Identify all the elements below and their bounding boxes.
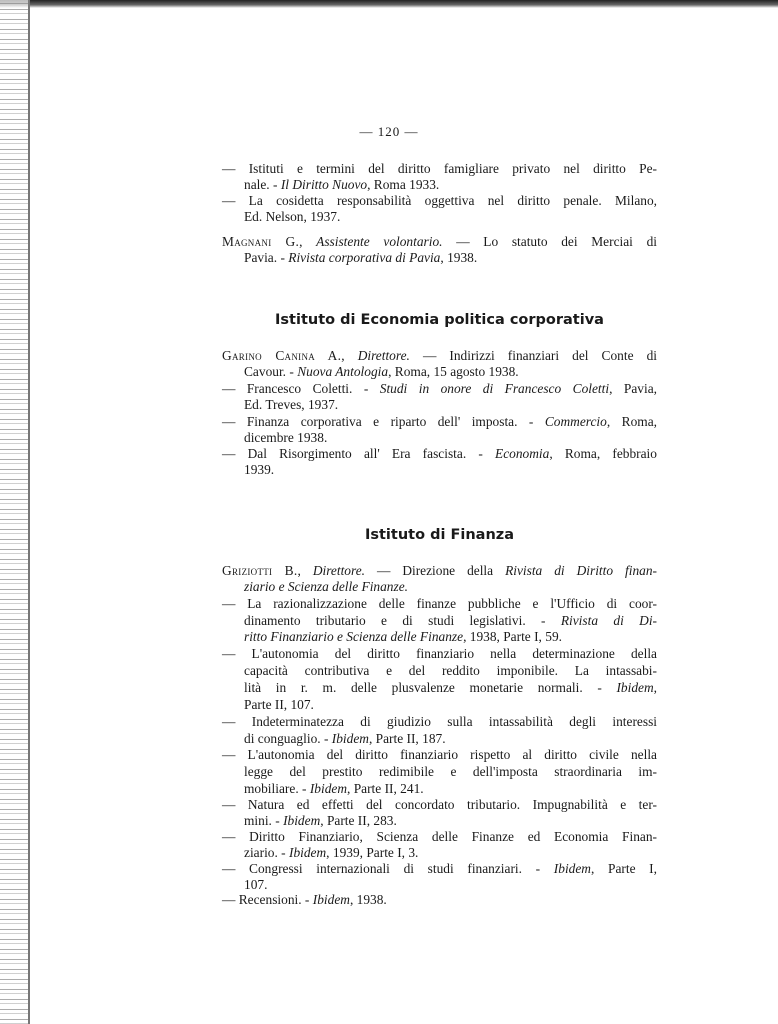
text-line bbox=[244, 629, 657, 645]
text-line bbox=[222, 714, 657, 730]
text-segment: , 1938. bbox=[349, 892, 387, 907]
italic-text: Ibidem bbox=[312, 892, 350, 907]
page-number: — 120 — bbox=[359, 124, 419, 139]
text-segment: , Parte II, 283. bbox=[320, 813, 397, 828]
italic-text: Ibidem bbox=[288, 845, 327, 860]
text-segment: , Roma, bbox=[606, 414, 657, 429]
text-line bbox=[222, 829, 657, 845]
italic-text: Nuova Antologia bbox=[297, 364, 389, 379]
text-segment: — Lo statuto dei Merciai di bbox=[442, 234, 657, 249]
author-name: Magnani G. bbox=[222, 234, 300, 249]
text-line bbox=[222, 797, 657, 813]
text-line bbox=[244, 781, 657, 797]
italic-text: Assistente volontario. bbox=[316, 234, 443, 249]
text-segment: , Pavia, bbox=[609, 381, 657, 396]
text-segment: — Indeterminatezza di giudizio sulla intassabilità degli interessi bbox=[222, 714, 657, 729]
text-segment: ziario. - bbox=[244, 845, 289, 860]
italic-text: ziario e Scienza delle Finanze. bbox=[244, 579, 409, 594]
text-line bbox=[222, 414, 657, 430]
text-segment: 1939. bbox=[244, 462, 275, 477]
text-segment: — Dal Risorgimento all' Era fascista. - bbox=[222, 446, 496, 461]
text-line bbox=[222, 381, 657, 397]
text-line bbox=[244, 663, 657, 679]
text-segment: , bbox=[299, 234, 317, 249]
text-line bbox=[222, 747, 657, 763]
text-segment: — Istituti e termini del diritto famigliare privato nel diritto Pe- bbox=[222, 161, 657, 176]
text-segment: , Parte II, 241. bbox=[347, 781, 424, 796]
text-segment: capacità contributiva e del reddito imponibile. La intassabi- bbox=[244, 663, 657, 678]
text-segment: Pavia. - bbox=[244, 250, 289, 265]
text-segment: — Diritto Finanziario, Scienza delle Finanze ed Economia Finan- bbox=[222, 829, 657, 844]
text-line bbox=[222, 646, 657, 662]
text-line bbox=[222, 234, 657, 250]
text-segment: , Roma, febbraio bbox=[549, 446, 657, 461]
text-segment: Ed. Nelson, 1937. bbox=[244, 209, 341, 224]
text-segment: , bbox=[653, 680, 657, 695]
text-segment: , Parte I, bbox=[590, 861, 657, 876]
text-line bbox=[244, 877, 657, 893]
text-line bbox=[222, 446, 657, 462]
text-segment: nale. - bbox=[244, 177, 281, 192]
text-segment: — Recensioni. - bbox=[222, 892, 313, 907]
text-segment: Cavour. - bbox=[244, 364, 298, 379]
text-segment: , 1938, Parte I, 59. bbox=[463, 629, 562, 644]
text-line bbox=[244, 764, 657, 780]
text-segment: — La razionalizzazione delle finanze pubbliche e l'Ufficio di coor- bbox=[222, 596, 657, 611]
text-segment: mini. - bbox=[244, 813, 284, 828]
text-segment: dicembre 1938. bbox=[244, 430, 328, 445]
text-segment: , bbox=[297, 563, 313, 578]
text-segment: — L'autonomia del diritto finanziario nella determinazione della bbox=[222, 646, 657, 661]
italic-text: Rivista di Diritto finan- bbox=[505, 563, 657, 578]
text-line bbox=[222, 563, 657, 579]
italic-text: Rivista di Di- bbox=[560, 613, 658, 628]
text-segment: — Natura ed effetti del concordato tributario. Impugnabilità e ter- bbox=[222, 797, 657, 812]
text-segment: , Roma, 15 agosto 1938. bbox=[388, 364, 519, 379]
italic-text: Ibidem bbox=[331, 731, 369, 746]
text-segment: 107. bbox=[244, 877, 268, 892]
text-line bbox=[222, 193, 657, 209]
text-line bbox=[244, 579, 657, 595]
italic-text: Direttore. bbox=[312, 563, 366, 578]
text-segment: mobiliare. - bbox=[244, 781, 310, 796]
text-segment: — L'autonomia del diritto finanziario rispetto al diritto civile nella bbox=[222, 747, 657, 762]
text-line bbox=[244, 430, 657, 446]
text-line bbox=[244, 731, 657, 747]
italic-text: Ibidem bbox=[283, 813, 321, 828]
text-line bbox=[244, 845, 657, 861]
text-line bbox=[244, 397, 657, 413]
text-segment: Parte II, 107. bbox=[244, 697, 314, 712]
text-line bbox=[244, 680, 657, 696]
scan-top-edge bbox=[0, 0, 778, 8]
italic-text: Ibidem bbox=[553, 861, 591, 876]
italic-text: Direttore. bbox=[357, 348, 410, 363]
italic-text: Economia bbox=[495, 446, 550, 461]
text-segment: , 1938. bbox=[440, 250, 478, 265]
italic-text: Il Diritto Nuovo bbox=[280, 177, 368, 192]
text-segment: , Parte II, 187. bbox=[368, 731, 446, 746]
text-segment: dinamento tributario e di studi legislativi. - bbox=[244, 613, 561, 628]
italic-text: Studi in onore di Francesco Coletti bbox=[379, 381, 610, 396]
italic-text: ritto Finanziario e Scienza delle Finanze bbox=[244, 629, 464, 644]
text-line bbox=[244, 813, 657, 829]
text-segment: — Finanza corporativa e riparto dell' imposta. - bbox=[222, 414, 545, 429]
scan-binding-line bbox=[28, 0, 30, 1024]
text-segment: di conguaglio. - bbox=[244, 731, 332, 746]
text-line bbox=[244, 177, 657, 193]
author-name: Griziotti B. bbox=[222, 563, 298, 578]
text-line bbox=[244, 250, 657, 266]
italic-text: Rivista corporativa di Pavia bbox=[288, 250, 441, 265]
author-name: Garino Canina A. bbox=[222, 348, 342, 363]
text-line bbox=[222, 596, 657, 612]
text-line bbox=[222, 861, 657, 877]
text-segment: — Francesco Coletti. - bbox=[222, 381, 380, 396]
text-line bbox=[222, 161, 657, 177]
italic-text: Ibidem bbox=[309, 781, 348, 796]
text-line bbox=[244, 462, 657, 478]
text-segment: lità in r. m. delle plusvalenze monetarie normali. - bbox=[244, 680, 617, 695]
text-segment: , 1939, Parte I, 3. bbox=[326, 845, 419, 860]
text-line bbox=[244, 697, 657, 713]
text-segment: Ed. Treves, 1937. bbox=[244, 397, 339, 412]
text-segment: , bbox=[341, 348, 358, 363]
text-segment: — La cosidetta responsabilità oggettiva nel diritto penale. Milano, bbox=[222, 193, 657, 208]
scan-binding-edge bbox=[0, 0, 28, 1024]
text-line bbox=[222, 892, 657, 908]
text-line bbox=[222, 348, 657, 364]
text-segment: — Congressi internazionali di studi finanziari. - bbox=[222, 861, 554, 876]
section-heading: Istituto di Finanza bbox=[364, 527, 515, 543]
italic-text: Commercio bbox=[544, 414, 607, 429]
text-line bbox=[244, 613, 657, 629]
text-line bbox=[244, 364, 657, 380]
text-segment: — Indirizzi finanziari del Conte di bbox=[409, 348, 657, 363]
text-line bbox=[244, 209, 657, 225]
text-segment: , Roma 1933. bbox=[367, 177, 440, 192]
text-segment: legge del prestito redimibile e dell'imposta straordinaria im- bbox=[244, 764, 657, 779]
text-segment: — Direzione della bbox=[365, 563, 506, 578]
section-heading: Istituto di Economia politica corporativa bbox=[275, 312, 604, 328]
italic-text: Ibidem bbox=[616, 680, 654, 695]
